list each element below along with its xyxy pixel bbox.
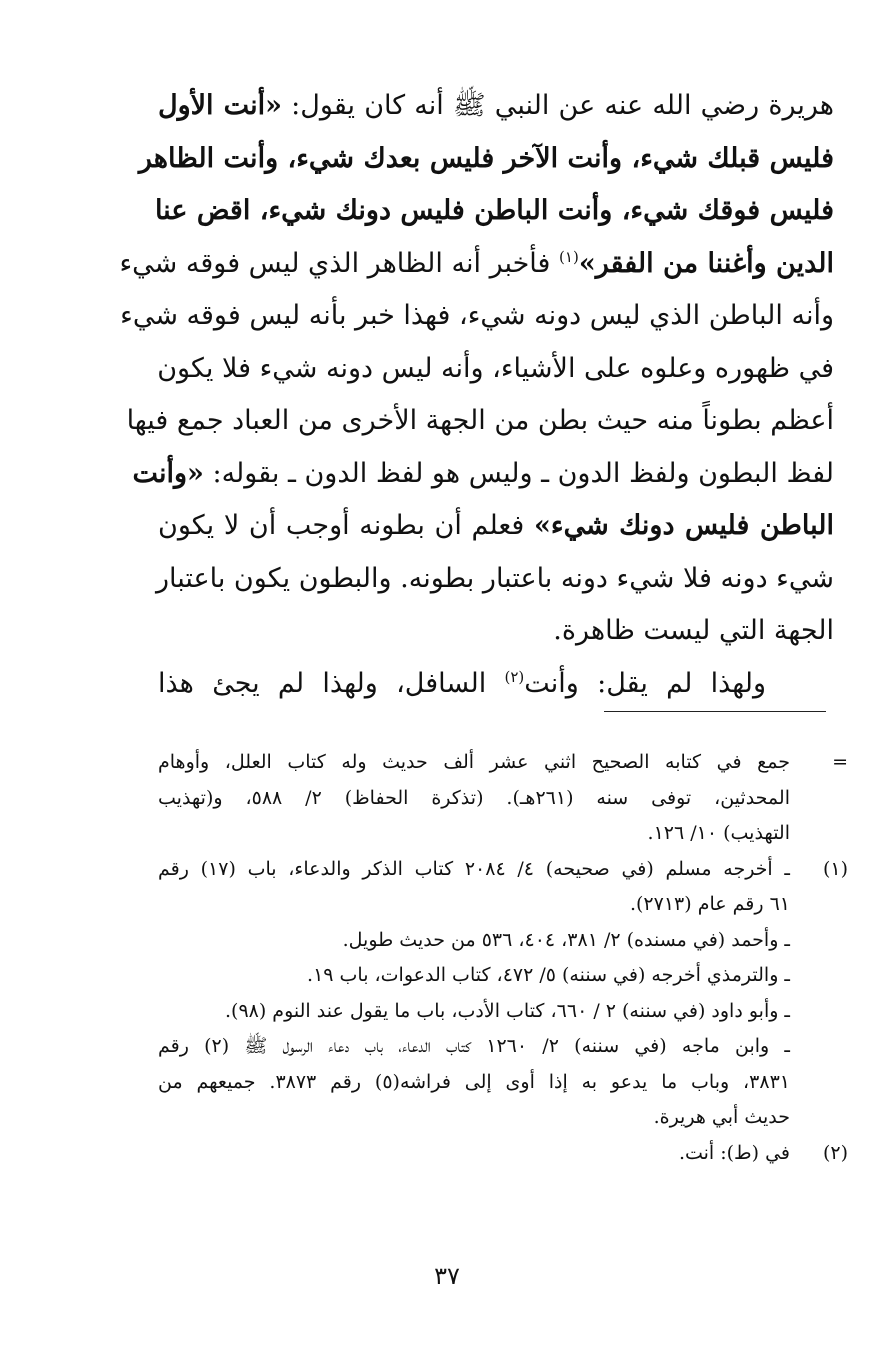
footnote-reference: (١) bbox=[559, 247, 579, 266]
footnote-continuation bbox=[158, 745, 850, 852]
main-text-run: فأخبر أنه الظاهر الذي ليس فوقه شيء bbox=[119, 247, 560, 279]
quoted-hadith-text: الباطن فليس دونك شيء» bbox=[534, 510, 834, 541]
footnote-divider bbox=[604, 711, 826, 712]
main-text-line bbox=[158, 80, 834, 133]
quoted-hadith-text: «أنت الأول bbox=[158, 90, 282, 121]
main-text-run: لفظ البطون ولفظ الدون ـ وليس هو لفظ الدون ـ بقوله: bbox=[203, 457, 834, 489]
main-text-line: وأنه الباطن الذي ليس دونه شيء، فهذا خبر بأنه ليس فوقه شيء bbox=[120, 300, 834, 331]
footnote-line: حديث أبي هريرة. bbox=[653, 1106, 790, 1128]
footnote-body bbox=[158, 852, 790, 1136]
footnote-line: ـ وأحمد (في مسنده) ٢/ ٣٨١، ٤٠٤، ٥٣٦ من حديث طويل. bbox=[342, 928, 790, 951]
quoted-hadith-line: فليس فوقك شيء، وأنت الباطن فليس دونك شيء، اقض عنا bbox=[154, 195, 834, 226]
footnotes bbox=[158, 745, 850, 1171]
main-text-run: فعلم أن بطونه أوجب أن لا يكون bbox=[158, 510, 534, 541]
main-text-line: الجهة التي ليست ظاهرة. bbox=[553, 615, 834, 646]
main-text-line: في ظهوره وعلوه على الأشياء، وأنه ليس دونه شيء فلا يكون bbox=[157, 352, 834, 384]
footnote-body bbox=[158, 745, 790, 852]
footnote-line: التهذيب) ١٠/ ١٢٦. bbox=[647, 822, 790, 844]
footnote-2 bbox=[158, 1136, 850, 1172]
footnote-line: ـ وأبو داود (في سننه) ٢ / ٦٦٠، كتاب الأدب، باب ما يقول عند النوم (٩٨). bbox=[224, 999, 790, 1022]
quoted-hadith-text: «وأنت bbox=[132, 457, 204, 489]
main-text-line bbox=[158, 658, 834, 711]
main-text-line: شيء دونه فلا شيء دونه باعتبار بطونه. والبطون يكون باعتبار bbox=[155, 562, 834, 594]
main-text-run: ولهذا لم يقل: وأنت bbox=[524, 667, 766, 699]
footnote-line: ـ أخرجه مسلم (في صحيحه) ٤/ ٢٠٨٤ كتاب الذكر والدعاء، باب (١٧) رقم bbox=[158, 857, 790, 880]
footnote-body bbox=[158, 1136, 790, 1172]
footnote-line: المحدثين، توفى سنه (٢٦١هـ). (تذكرة الحفاظ) ٢/ ٥٨٨، و(تهذيب bbox=[158, 786, 790, 809]
footnote-marker: (٢) bbox=[822, 1141, 848, 1164]
main-text-line: أعظم بطوناً منه حيث بطن من الجهة الأخرى من العباد جمع فيها bbox=[126, 405, 834, 436]
main-text-run: السافل، ولهذا لم يجئ هذا bbox=[158, 667, 505, 699]
footnote-line: ٣٨٣١، وباب ما يدعو به إذا أوى إلى فراشه(٥) رقم ٣٨٧٣. جميعهم من bbox=[158, 1070, 790, 1093]
quoted-hadith-text: الدين وأغننا من الفقر» bbox=[578, 247, 834, 279]
main-text bbox=[119, 80, 835, 710]
footnote-line: جمع في كتابه الصحيح اثني عشر ألف حديث وله كتاب العلل، وأوهام bbox=[158, 751, 790, 773]
footnote-line: ـ وابن ماجه (في سننه) ٢/ ١٢٦٠ كتاب الدعاء، باب دعاء الرسول ﷺ (٢) رقم bbox=[158, 1035, 790, 1057]
quoted-hadith-line: فليس قبلك شيء، وأنت الآخر فليس بعدك شيء، وأنت الظاهر bbox=[138, 142, 834, 174]
footnote-line: ٦١ رقم عام (٢٧١٣). bbox=[629, 893, 790, 915]
footnote-marker: = bbox=[832, 751, 848, 773]
main-text-line bbox=[158, 500, 834, 553]
footnote-1 bbox=[158, 852, 850, 1136]
main-text-line bbox=[132, 448, 834, 501]
footnote-reference: (٢) bbox=[504, 667, 525, 686]
page-number: ٣٧ bbox=[434, 1262, 460, 1290]
footnote-line: في (ط): أنت. bbox=[678, 1141, 790, 1164]
footnote-marker: (١) bbox=[822, 857, 848, 880]
main-text-line bbox=[119, 238, 834, 291]
main-text-run: هريرة رضي الله عنه عن النبي ﷺ أنه كان يقول: bbox=[281, 90, 835, 121]
footnote-line: ـ والترمذي أخرجه (في سننه) ٥/ ٤٧٢، كتاب الدعوات، باب ١٩. bbox=[307, 964, 790, 986]
